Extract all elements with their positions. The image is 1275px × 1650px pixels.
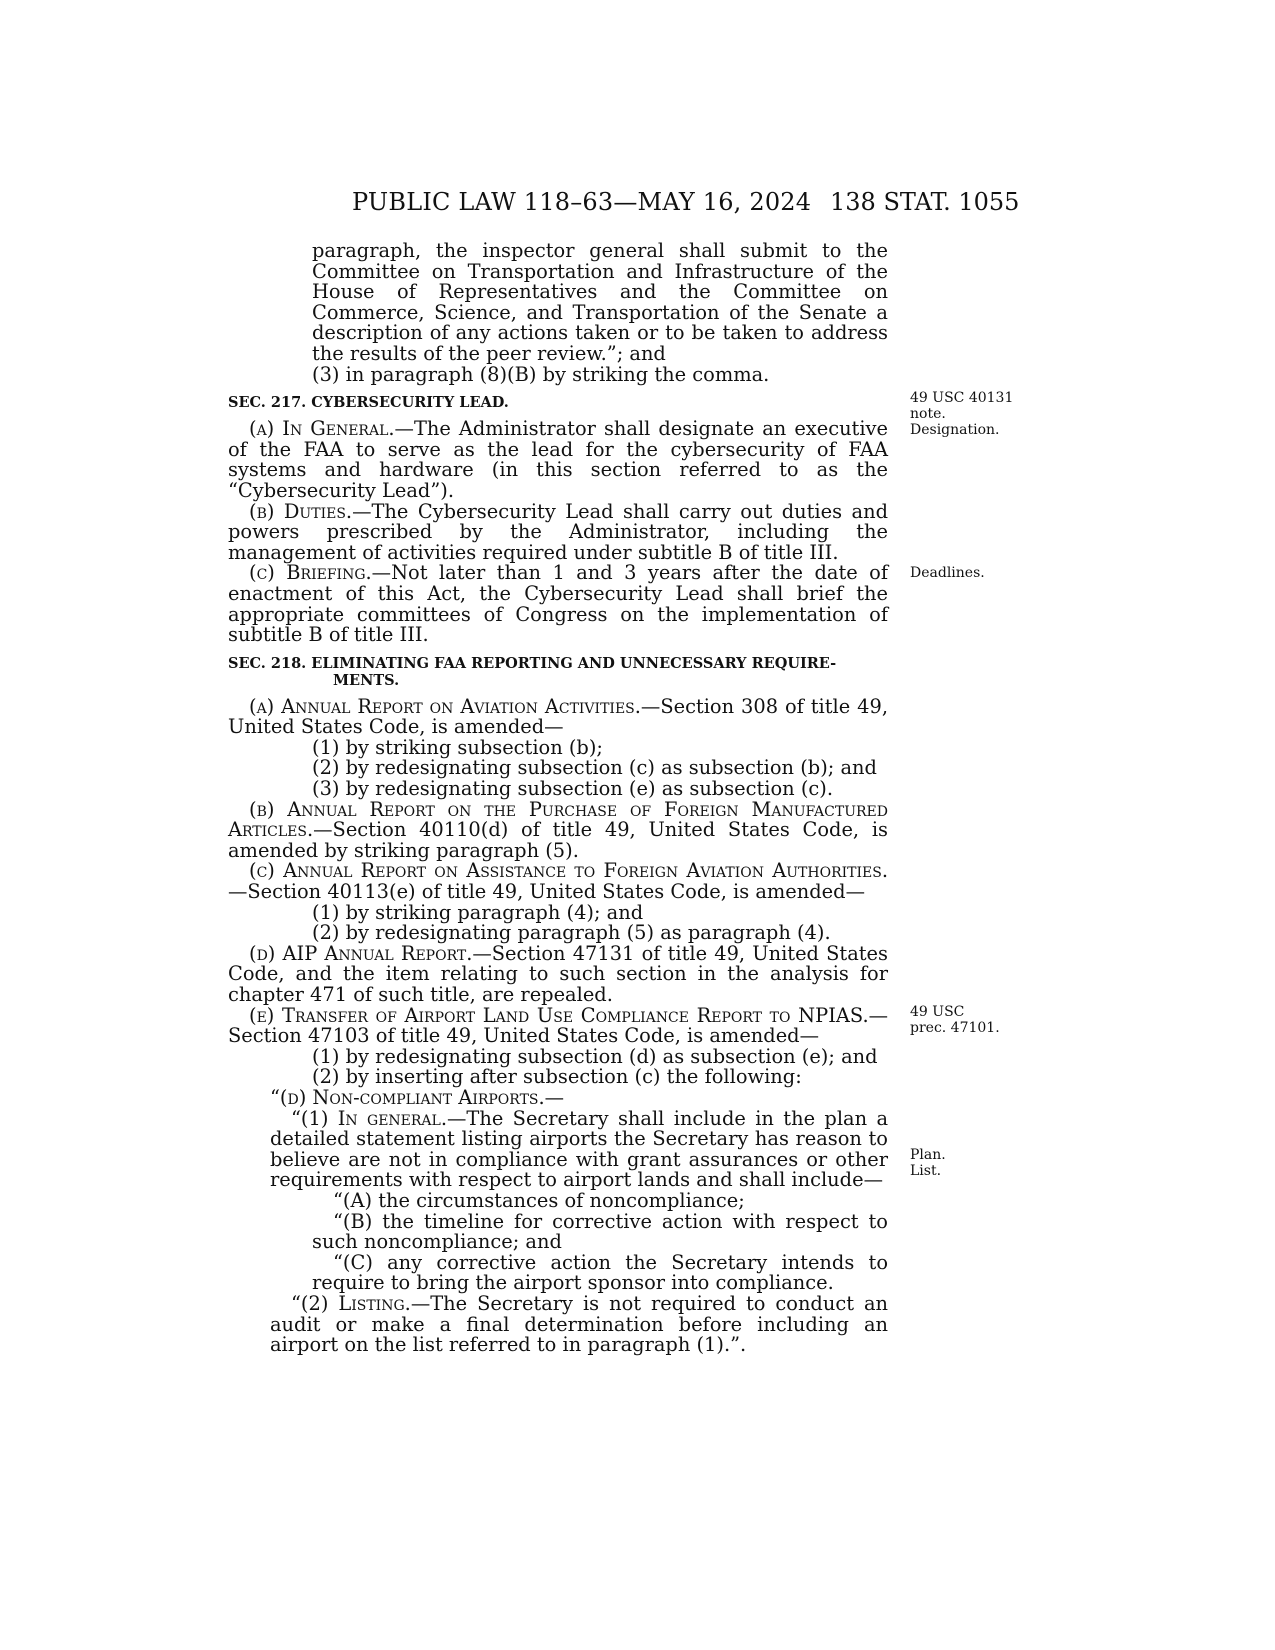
margin-note-line: prec. 47101. — [910, 1020, 1000, 1036]
subsection-text: —Section 40110(d) of title 49, United States Code, is amended by striking paragraph (5). — [228, 818, 888, 862]
subsection-217a — [228, 419, 888, 501]
margin-note-plan-list — [910, 1147, 1030, 1179]
amendment-item: (1) by striking subsection (b); — [312, 735, 603, 759]
amendment-item: (1) by striking paragraph (4); and — [312, 900, 644, 924]
subsection-heading: (b) Duties. — [249, 499, 353, 523]
subsection-218c — [228, 861, 888, 902]
section-heading-line: MENTS. — [333, 671, 400, 689]
subsection-heading: (e) Transfer of Airport Land Use Compliance Report to NPIAS. — [249, 1003, 869, 1027]
margin-note-deadlines — [910, 565, 1030, 581]
subsection-heading: (a) Annual Report on Aviation Activities. — [249, 694, 641, 718]
paragraph-heading: “(1) In general. — [291, 1106, 448, 1130]
margin-note-line: Deadlines. — [910, 565, 985, 581]
subsection-text: —Section 308 of title 49, United States Code, is amended— — [228, 694, 888, 739]
margin-note-line: Designation. — [910, 422, 1000, 438]
quoted-paragraph-1 — [228, 1106, 888, 1192]
section-heading-218 — [228, 655, 888, 689]
margin-note-line: 49 USC 40131 — [910, 390, 1014, 406]
margin-note-usc-47101 — [910, 1004, 1030, 1036]
subsection-217c — [228, 563, 888, 645]
running-header-title: PUBLIC LAW 118–63—MAY 16, 2024 — [352, 188, 812, 216]
subsection-text: —The Cybersecurity Lead shall carry out duties and powers prescribed by the Administrator, including the management of activities required under subtitle B of title III. — [228, 499, 888, 564]
paragraph-text: —The Secretary shall include in the plan a detailed statement listing airports the Secretary has reason to believe are not in compliance with grant assurances or other requirements with respect to airport lands and shall include— — [270, 1106, 888, 1192]
amendment-item: (3) by redesignating subsection (e) as subsection (c). — [312, 777, 833, 801]
paragraph-heading: “(2) Listing. — [291, 1291, 411, 1315]
amendment-item: (2) by redesignating paragraph (5) as paragraph (4). — [312, 921, 831, 945]
subsection-text: —Section 40113(e) of title 49, United States Code, is amended— — [228, 880, 865, 904]
subsection-217b — [228, 499, 888, 564]
amendment-item: (2) by inserting after subsection (c) the following: — [312, 1065, 802, 1089]
subsection-text: —Not later than 1 and 3 years after the date of enactment of this Act, the Cybersecurity Lead shall brief the appropriate committees of Congress on the implementation of subtitle B of title III. — [228, 561, 888, 647]
quoted-subsection-heading: “(d) Non-compliant Airports.— — [270, 1085, 565, 1109]
margin-note-usc-40131 — [910, 390, 1030, 438]
subsection-218d — [228, 941, 888, 1006]
paragraph-text: —The Secretary is not required to conduct an audit or make a final determination before including an airport on the list referred to in paragraph (1).”. — [270, 1291, 888, 1357]
subsection-heading: (c) Annual Report on Assistance to Foreign Aviation Authorities. — [249, 859, 888, 883]
margin-note-line: note. — [910, 406, 946, 422]
quoted-item-a: “(A) the circumstances of noncompliance; — [333, 1188, 745, 1212]
amendment-item: (2) by redesignating subsection (c) as subsection (b); and — [312, 756, 877, 780]
subsection-heading: (c) Briefing. — [249, 561, 372, 585]
quoted-item-b: “(B) the timeline for corrective action with respect to such noncompliance; and — [312, 1209, 888, 1254]
margin-note-line: List. — [910, 1163, 942, 1179]
subsection-text: —Section 47131 of title 49, United States Code, and the item relating to such section in the analysis for chapter 471 of such title, are repealed. — [228, 941, 888, 1006]
subsection-218a — [228, 694, 888, 739]
section-heading-217: SEC. 217. CYBERSECURITY LEAD. — [228, 394, 509, 412]
subsection-heading: (a) In General. — [249, 417, 395, 441]
subsection-218b — [228, 797, 888, 862]
quoted-item-c: “(C) any corrective action the Secretary intends to require to bring the airport sponsor into compliance. — [312, 1250, 888, 1295]
subsection-heading: (d) AIP Annual Report. — [249, 941, 473, 965]
section-heading-line: SEC. 218. ELIMINATING FAA REPORTING AND UNNECESSARY REQUIRE- — [228, 654, 837, 672]
quoted-paragraph-2 — [228, 1291, 888, 1357]
margin-note-line: 49 USC — [910, 1004, 965, 1020]
subsection-text: —The Administrator shall designate an executive of the FAA to serve as the lead for the cybersecurity of FAA systems and hardware (in this section referred to as the “Cybersecurity Lead”). — [228, 417, 888, 502]
subsection-218e — [228, 1003, 888, 1048]
subsection-text: —Section 47103 of title 49, United States Code, is amended— — [228, 1003, 888, 1048]
amendment-item: (1) by redesignating subsection (d) as subsection (e); and — [312, 1044, 878, 1068]
document-body — [228, 241, 888, 1356]
subsection-heading: (b) Annual Report on the Purchase of Foreign Manufactured Articles. — [228, 797, 888, 842]
amendment-item: (3) in paragraph (8)(B) by striking the comma. — [312, 362, 770, 386]
page-citation: 138 STAT. 1055 — [830, 188, 1020, 216]
continued-paragraph: paragraph, the inspector general shall submit to the Committee on Transportation and Infrastructure of the House of Representatives and the Committee on Commerce, Science, and Transportation of the Senate a description of any actions taken or to be taken to address the results of the peer review.”; and — [312, 239, 888, 365]
margin-note-line: Plan. — [910, 1147, 946, 1163]
